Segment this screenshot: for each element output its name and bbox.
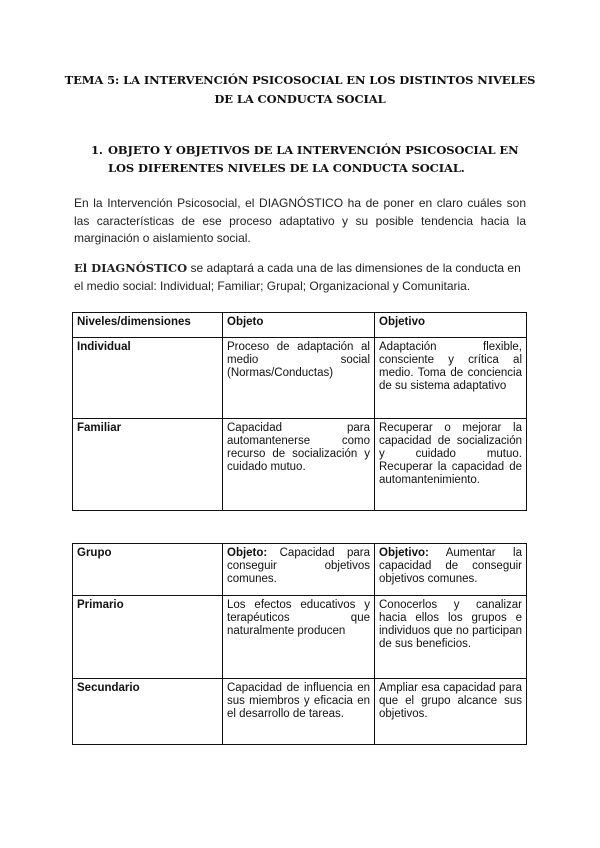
table-row	[73, 419, 527, 511]
objeto-label: Objeto:	[227, 547, 268, 559]
cell-objeto: Capacidad para automantenerse como recurso de socialización y cuidado mutuo.	[223, 419, 375, 511]
cell-objeto: Proceso de adaptación al medio social (Normas/Conductas)	[223, 338, 375, 419]
cell-level: Grupo	[73, 544, 223, 596]
cell-objetivo: Ampliar esa capacidad para que el grupo alcance sus objetivos.	[375, 679, 527, 745]
objetivo-label: Objetivo:	[379, 547, 429, 559]
cell-objeto: Capacidad de influencia en sus miembros y eficacia en el desarrollo de tareas.	[223, 679, 375, 745]
header-objetivo: Objetivo	[375, 313, 527, 338]
cell-level: Primario	[73, 596, 223, 679]
table-header-row	[73, 313, 527, 338]
cell-objetivo: Adaptación flexible, consciente y crítica al medio. Toma de conciencia de su sistema adaptativo	[375, 338, 527, 419]
header-objeto: Objeto	[223, 313, 375, 338]
cell-objetivo	[375, 544, 527, 596]
cell-objeto	[223, 544, 375, 596]
cell-level: Familiar	[73, 419, 223, 511]
section-title: OBJETO Y OBJETIVOS DE LA INTERVENCIÓN PSICOSOCIAL EN LOS DIFERENTES NIVELES DE LA CONDUCTA SOCIAL.	[108, 143, 519, 175]
paragraph-dimensiones	[74, 260, 526, 295]
header-niveles: Niveles/dimensiones	[73, 313, 223, 338]
table-row	[73, 338, 527, 419]
page-title: TEMA 5: LA INTERVENCIÓN PSICOSOCIAL EN LOS DISTINTOS NIVELES DE LA CONDUCTA SOCIAL	[64, 73, 536, 106]
cell-level: Secundario	[73, 679, 223, 745]
cell-objetivo: Conocerlos y canalizar hacia ellos los grupos e individuos que no participan de sus beneficios.	[375, 596, 527, 679]
table-row	[73, 544, 527, 596]
levels-table-1	[72, 312, 527, 511]
paragraph-lead: El DIAGNÓSTICO	[74, 261, 188, 275]
paragraph-rest: se adaptará a cada una de las dimensiones de la conducta en el medio social: Individual; Familiar; Grupal; Organizacional y Comunitaria.	[74, 261, 521, 293]
table-row	[73, 679, 527, 745]
cell-objetivo: Recuperar o mejorar la capacidad de socialización y cuidado mutuo. Recuperar la capacidad de automantenimiento.	[375, 419, 527, 511]
table-row	[73, 596, 527, 679]
cell-objeto: Los efectos educativos y terapéuticos que naturalmente producen	[223, 596, 375, 679]
section-number: 1.	[91, 143, 103, 157]
cell-level: Individual	[73, 338, 223, 419]
objeto-text: Capacidad para conseguir objetivos comunes.	[227, 547, 370, 585]
levels-table-2	[72, 543, 527, 745]
paragraph-diagnostico: En la Intervención Psicosocial, el DIAGNÓSTICO ha de poner en claro cuáles son las características de ese proceso adaptativo y su posible tendencia hacia la marginación o aislamiento social.	[74, 196, 526, 245]
objetivo-text: Aumentar la capacidad de conseguir objetivos comunes.	[379, 547, 522, 585]
